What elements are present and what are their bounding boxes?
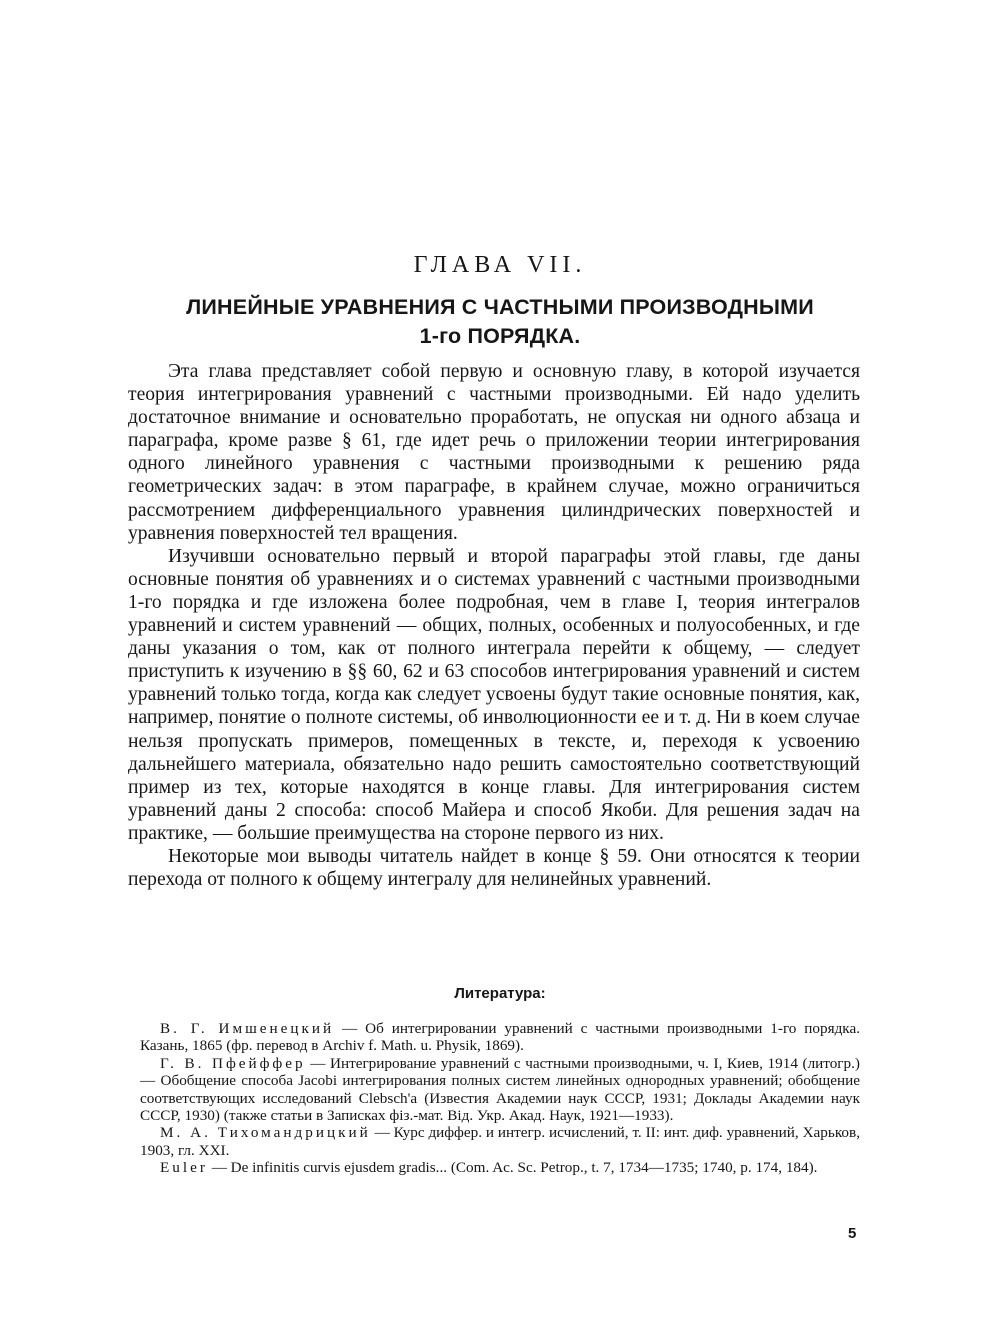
body-paragraph-2: Изучивши основательно первый и второй параграфы этой главы, где даны основные понятия об уравнениях и о системах уравнений с частными производными 1-го порядка и где изложена более подробная, чем в главе I, теория интегралов уравнений и систем уравнений — общих, полных, особенных и полуособенных, и где даны указания о том, как от полного интеграла перейти к общему, — следует приступить к изучению в §§ 60, 62 и 63 способов интегрирования уравнений и систем уравнений только тогда, когда как следует усвоены будут такие основные понятия, как, например, понятие о полноте системы, об инволюционности ее и т. д. Ни в коем случае нельзя пропускать примеров, помещенных в тексте, и, переходя к усвоению дальнейшего материала, обязательно надо решить самостоятельно соответствующий пример из тех, которые находятся в конце главы. Для интегрирования систем уравнений даны 2 способа: способ Майера и способ Якоби. Для решения задач на практике, — большие преимущества на стороне первого из них. <box>128 545 860 844</box>
reference-item <box>140 1159 860 1176</box>
reference-text: — De infinitis curvis ejusdem gradis... (Com. Ac. Sc. Petrop., t. 7, 1734—1735; 1740, p. 174, 184). <box>207 1159 818 1177</box>
reference-author: М. А. Тихомандрицкий <box>160 1124 371 1142</box>
chapter-label: ГЛАВА VII. <box>413 252 587 278</box>
reference-text: — Курс диффер. и интегр. исчислений, т. II: инт. диф. уравнений, Харьков, 1903, гл. XXI. <box>140 1124 860 1159</box>
body-paragraph-1: Эта глава представляет собой первую и основную главу, в которой изучается теория интегрирования уравнений с частными производными. Ей надо уделить достаточное внимание и основательно проработать, не опуская ни одного абзаца и параграфа, кроме разве § 61, где идет речь о приложении теории интегрирования одного линейного уравнения с частными производными к решению ряда геометрических задач: в этом параграфе, в крайнем случае, можно ограничиться рассмотрением дифференциального уравнения цилиндрических поверхностей и уравнения поверхностей тел вращения. <box>128 361 860 544</box>
page-number: 5 <box>848 1225 857 1242</box>
body-paragraph-3: Некоторые мои выводы читатель найдет в конце § 59. Они относятся к теории перехода от полного к общему интегралу для нелинейных уравнений. <box>128 845 860 891</box>
reference-item <box>140 1055 860 1125</box>
reference-author: Г. В. Пфейффер <box>160 1054 306 1072</box>
chapter-title <box>120 293 880 351</box>
chapter-title-line-2: 1-го ПОРЯДКА. <box>419 324 581 348</box>
reference-author: Euler <box>160 1159 208 1177</box>
reference-text: — Интегрирование уравнений с частными производными, ч. I, Киев, 1914 (литогр.) — Обобщение способа Jacobi интегрирования полных систем линейных однородных уравнений; обобщение соответствующих исследований Clebsch'a (Известия Академии наук СССР, 1931; Доклады Академии наук СССР, 1930) (также статьи в Записках фіз.-мат. Від. Укр. Акад. Наук, 1921—1933). <box>140 1054 860 1125</box>
reference-text: — Об интегрировании уравнений с частными производными 1-го порядка. Казань, 1865 (фр. перевод в Archiv f. Math. u. Physik, 1869). <box>140 1020 860 1055</box>
reference-author: В. Г. Имшенецкий <box>160 1020 335 1037</box>
chapter-body <box>128 360 860 891</box>
literature-list <box>140 1020 860 1177</box>
literature-heading: Литература: <box>454 985 546 1002</box>
reference-item <box>140 1124 860 1159</box>
reference-item <box>140 1020 860 1055</box>
chapter-title-line-1: ЛИНЕЙНЫЕ УРАВНЕНИЯ С ЧАСТНЫМИ ПРОИЗВОДНЫМИ <box>186 295 814 319</box>
